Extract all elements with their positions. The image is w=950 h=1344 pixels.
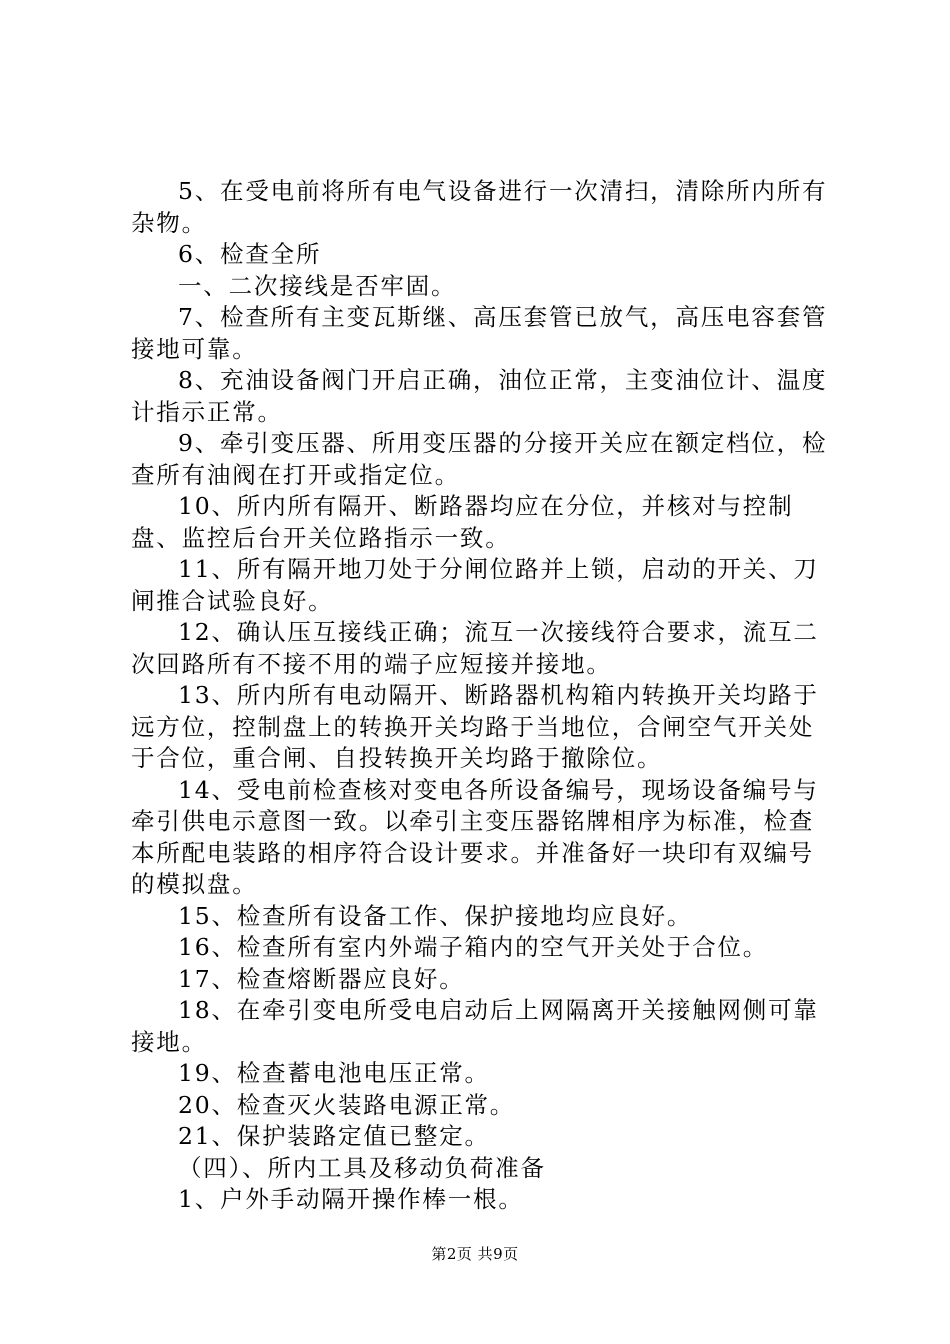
paragraph: 15、检查所有设备工作、保护接地均应良好。 (178, 901, 693, 930)
paragraph: 17、检查熔断器应良好。 (178, 964, 465, 993)
paragraph: 8、充油设备阀门开启正确，油位正常，主变油位计、温度计指示正常。 (131, 366, 828, 426)
paragraph: 6、检查全所 (178, 240, 322, 268)
paragraph: 13、所内所有电动隔开、断路器机构箱内转换开关均路于远方位，控制盘上的转换开关均路于当地位，合闸空气开关处于合位，重合闸、自投转换开关均路于撤除位。 (131, 681, 819, 772)
paragraph: 18、在牵引变电所受电启动后上网隔离开关接触网侧可靠接地。 (131, 996, 819, 1056)
paragraph: 19、检查蓄电池电压正常。 (178, 1059, 490, 1087)
paragraph: 21、保护装路定值已整定。 (178, 1122, 490, 1150)
paragraph: 11、所有隔开地刀处于分闸位路并上锁，启动的开关、刀闸推合试验良好。 (131, 555, 819, 615)
paragraph: 1、户外手动隔开操作棒一根。 (178, 1185, 524, 1213)
paragraph: 14、受电前检查核对变电各所设备编号，现场设备编号与牵引供电示意图一致。以牵引主变压器铭牌相序为标准，检查本所配电装路的相序符合设计要求。并准备好一块印有双编号的模拟盘。 (131, 775, 819, 898)
section-heading: （四）、所内工具及移动负荷准备 (178, 1153, 546, 1182)
paragraph: 16、检查所有室内外端子箱内的空气开关处于合位。 (178, 933, 769, 961)
paragraph: 7、检查所有主变瓦斯继、高压套管已放气，高压电容套管接地可靠。 (131, 303, 828, 363)
paragraph: 9、牵引变压器、所用变压器的分接开关应在额定档位，检查所有油阀在打开或指定位。 (131, 429, 828, 489)
body-text (131, 176, 831, 1216)
paragraph: 10、所内所有隔开、断路器均应在分位，并核对与控制盘、监控后台开关位路指示一致。 (131, 492, 794, 552)
page-footer: 第2页 共9页 (431, 1245, 519, 1263)
paragraph: 一、二次接线是否牢固。 (178, 271, 457, 300)
paragraph: 5、在受电前将所有电气设备进行一次清扫，清除所内所有杂物。 (131, 177, 828, 237)
paragraph: 20、检查灭火装路电源正常。 (178, 1090, 516, 1119)
paragraph: 12、确认压互接线正确；流互一次接线符合要求，流互二次回路所有不接不用的端子应短接并接地。 (131, 618, 819, 678)
